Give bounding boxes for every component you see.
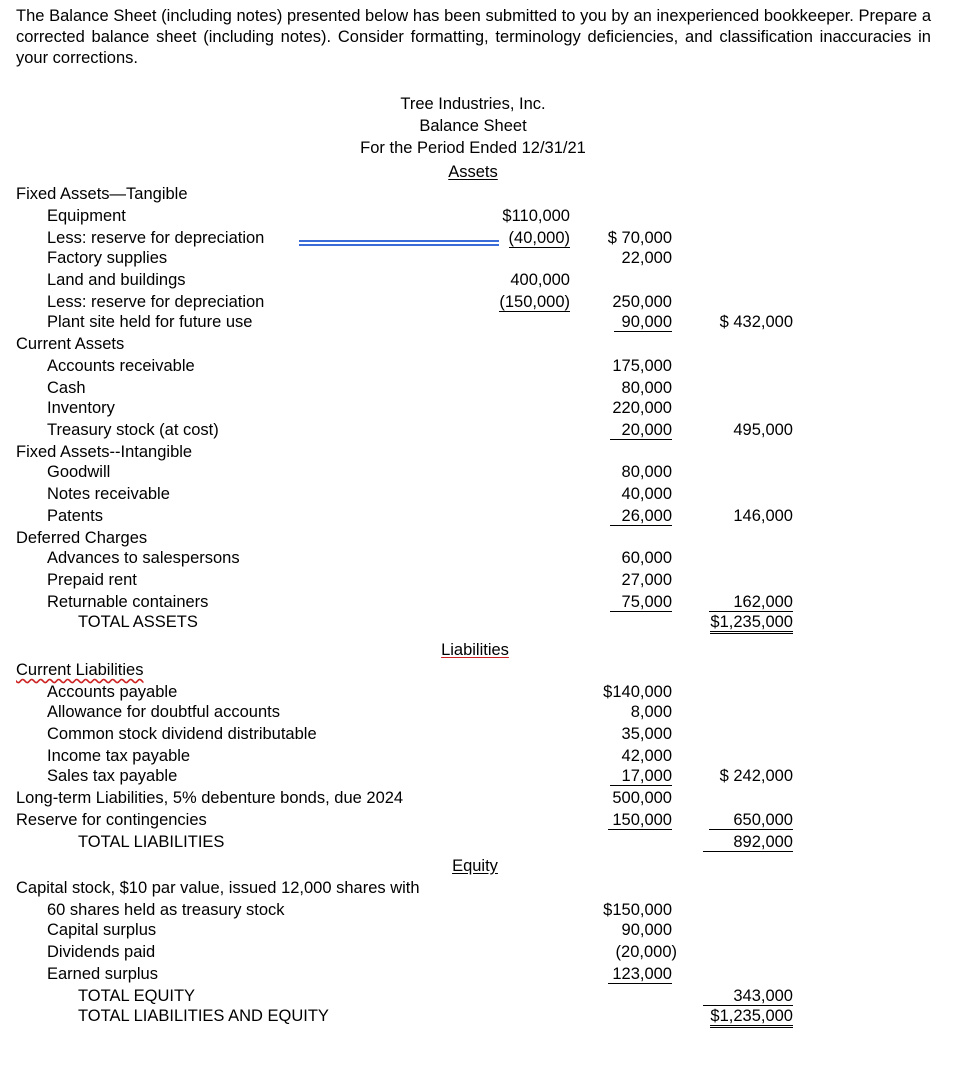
reserve-contingencies-amount: 150,000 bbox=[608, 811, 672, 830]
stock-dividend-label: Common stock dividend distributable bbox=[47, 725, 317, 743]
deferred-charges-heading: Deferred Charges bbox=[16, 529, 148, 547]
reserve-contingencies-label: Reserve for contingencies bbox=[16, 811, 207, 829]
company-name: Tree Industries, Inc. bbox=[400, 95, 546, 113]
total-liabilities-equity-amount: $1,235,000 bbox=[710, 1007, 793, 1028]
current-liabilities-heading: Current Liabilities bbox=[16, 661, 144, 679]
liabilities-heading: Liabilities bbox=[441, 641, 509, 659]
total-liabilities-label: TOTAL LIABILITIES bbox=[78, 833, 225, 851]
plant-site-label: Plant site held for future use bbox=[47, 313, 253, 331]
intangible-total: 146,000 bbox=[733, 507, 793, 525]
long-term-liabilities-label: Long-term Liabilities, 5% debenture bonds, due 2024 bbox=[16, 789, 404, 807]
total-assets-label: TOTAL ASSETS bbox=[78, 613, 198, 631]
total-liabilities-amount: 892,000 bbox=[703, 833, 793, 852]
current-liabilities-total: $ 242,000 bbox=[719, 767, 793, 785]
equipment-depreciation-amount: (40,000) bbox=[508, 229, 570, 247]
earned-surplus-amount: 123,000 bbox=[608, 965, 672, 984]
accounts-payable-label: Accounts payable bbox=[47, 683, 178, 701]
fixed-intangible-heading: Fixed Assets--Intangible bbox=[16, 443, 193, 461]
inventory-amount: 220,000 bbox=[612, 399, 672, 417]
dividends-paid-amount: (20,000) bbox=[615, 943, 677, 961]
goodwill-label: Goodwill bbox=[47, 463, 111, 481]
dividends-paid-label: Dividends paid bbox=[47, 943, 156, 961]
factory-supplies-label: Factory supplies bbox=[47, 249, 168, 267]
equipment-label: Equipment bbox=[47, 207, 126, 225]
instructions-paragraph: The Balance Sheet (including notes) presented below has been submitted to you by an inexperienced bookkeeper. Prepare a corrected balance sheet (including notes). Consider formatting, terminology deficiencies, and classification inaccuracies in your corrections. bbox=[16, 7, 931, 67]
total-equity-amount: 343,000 bbox=[703, 987, 793, 1006]
land-buildings-amount: 400,000 bbox=[510, 271, 570, 289]
cash-label: Cash bbox=[47, 379, 86, 397]
sales-tax-label: Sales tax payable bbox=[47, 767, 178, 785]
equipment-depreciation-label: Less: reserve for depreciation bbox=[47, 229, 265, 247]
stock-dividend-amount: 35,000 bbox=[621, 725, 672, 743]
current-assets-total: 495,000 bbox=[733, 421, 793, 439]
treasury-stock-label: Treasury stock (at cost) bbox=[47, 421, 219, 439]
advances-label: Advances to salespersons bbox=[47, 549, 240, 567]
patents-label: Patents bbox=[47, 507, 103, 525]
long-term-total: 650,000 bbox=[709, 811, 793, 830]
equipment-net-amount: $ 70,000 bbox=[607, 229, 672, 247]
accounts-receivable-amount: 175,000 bbox=[612, 357, 672, 375]
plant-site-amount: 90,000 bbox=[614, 313, 672, 332]
notes-receivable-amount: 40,000 bbox=[621, 485, 672, 503]
total-assets-amount: $1,235,000 bbox=[710, 613, 793, 634]
returnable-containers-label: Returnable containers bbox=[47, 593, 209, 611]
assets-heading: Assets bbox=[448, 163, 498, 181]
allowance-amount: 8,000 bbox=[630, 703, 672, 721]
allowance-label: Allowance for doubtful accounts bbox=[47, 703, 280, 721]
returnable-containers-amount: 75,000 bbox=[610, 593, 672, 612]
capital-stock-amount: $150,000 bbox=[603, 901, 672, 919]
earned-surplus-label: Earned surplus bbox=[47, 965, 158, 983]
treasury-shares-label: 60 shares held as treasury stock bbox=[47, 901, 285, 919]
capital-stock-label: Capital stock, $10 par value, issued 12,000 shares with bbox=[16, 879, 420, 897]
fixed-tangible-total: $ 432,000 bbox=[719, 313, 793, 331]
fixed-tangible-heading: Fixed Assets—Tangible bbox=[16, 185, 188, 203]
prepaid-rent-amount: 27,000 bbox=[621, 571, 672, 589]
advances-amount: 60,000 bbox=[621, 549, 672, 567]
total-equity-label: TOTAL EQUITY bbox=[78, 987, 196, 1005]
patents-amount: 26,000 bbox=[610, 507, 672, 526]
deferred-charges-total: 162,000 bbox=[709, 593, 793, 612]
current-assets-heading: Current Assets bbox=[16, 335, 125, 353]
statement-period: For the Period Ended 12/31/21 bbox=[360, 139, 586, 157]
treasury-stock-amount: 20,000 bbox=[610, 421, 672, 440]
land-depreciation-label: Less: reserve for depreciation bbox=[47, 293, 265, 311]
equipment-amount: $110,000 bbox=[502, 207, 570, 225]
capital-surplus-label: Capital surplus bbox=[47, 921, 157, 939]
equity-heading: Equity bbox=[452, 857, 498, 875]
notes-receivable-label: Notes receivable bbox=[47, 485, 170, 503]
statement-title: Balance Sheet bbox=[419, 117, 527, 135]
factory-supplies-amount: 22,000 bbox=[621, 249, 672, 267]
income-tax-label: Income tax payable bbox=[47, 747, 191, 765]
long-term-liabilities-amount: 500,000 bbox=[612, 789, 672, 807]
cash-amount: 80,000 bbox=[621, 379, 672, 397]
total-liabilities-equity-label: TOTAL LIABILITIES AND EQUITY bbox=[78, 1007, 329, 1025]
accounts-payable-amount: $140,000 bbox=[603, 683, 672, 701]
inventory-label: Inventory bbox=[47, 399, 115, 417]
land-buildings-label: Land and buildings bbox=[47, 271, 186, 289]
income-tax-amount: 42,000 bbox=[621, 747, 672, 765]
prepaid-rent-label: Prepaid rent bbox=[47, 571, 137, 589]
goodwill-amount: 80,000 bbox=[621, 463, 672, 481]
accounts-receivable-label: Accounts receivable bbox=[47, 357, 195, 375]
land-depreciation-amount: (150,000) bbox=[499, 293, 570, 311]
capital-surplus-amount: 90,000 bbox=[621, 921, 672, 939]
sales-tax-amount: 17,000 bbox=[610, 767, 672, 786]
land-net-amount: 250,000 bbox=[612, 293, 672, 311]
